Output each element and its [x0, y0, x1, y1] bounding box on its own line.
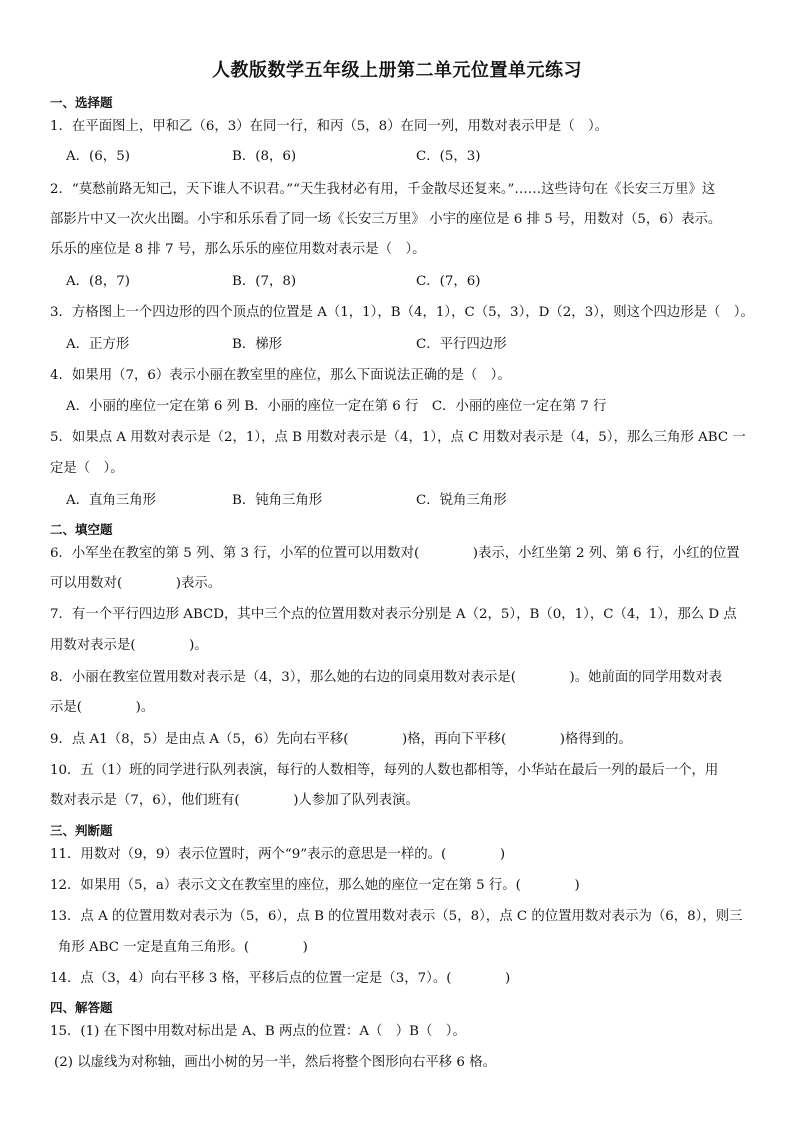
section-heading-solve: 四、解答题 [50, 1000, 113, 1015]
section-heading-fill: 二、填空题 [50, 522, 113, 537]
q2-option-c: C．(7，6) [416, 274, 481, 289]
question-15-part-2: (2) 以虚线为对称轴，画出小树的另一半，然后将整个图形向右平移 6 格。 [54, 1055, 496, 1070]
q3-option-c: C．平行四边形 [416, 337, 507, 352]
question-2-line-1: 2．“莫愁前路无知己，天下谁人不识君。”“天生我材必有用，千金散尽还复来。”……这些诗句在《长安三万里》这 [50, 182, 716, 197]
question-10-line-2: 数对表示是（7，6），他们班有( )人参加了队列表演。 [50, 793, 419, 808]
q1-option-c: C．(5，3) [416, 149, 481, 164]
question-15-part-1: 15．(1) 在下图中用数对标出是 A、B 两点的位置：A（ ）B（ ）。 [50, 1024, 466, 1039]
question-13-line-2: 角形 ABC 一定是直角三角形。( ) [58, 940, 308, 955]
q1-option-b: B．(8，6) [232, 149, 297, 164]
question-10-line-1: 10．五（1）班的同学进行队列表演，每行的人数相等，每列的人数也都相等，小华站在最后一列的最后一个，用 [50, 763, 719, 778]
question-7-line-1: 7．有一个平行四边形 ABCD，其中三个点的位置用数对表示分别是 A（2，5），B（0，1），C（4，1），那么 D 点 [50, 607, 737, 622]
q2-option-a: A．(8，7) [66, 274, 130, 289]
section-heading-choice: 一、选择题 [50, 95, 113, 110]
question-3: 3．方格图上一个四边形的四个顶点的位置是 A（1，1），B（4，1），C（5，3），D（2，3），则这个四边形是（ ）。 [50, 305, 754, 320]
q5-option-a: A．直角三角形 [66, 493, 157, 508]
question-13-line-1: 13．点 A 的位置用数对表示为（5，6），点 B 的位置用数对表示（5，8），点 C 的位置用数对表示为（6，8），则三 [50, 909, 743, 924]
page-title: 人教版数学五年级上册第二单元位置单元练习 [212, 60, 582, 81]
question-2-line-3: 乐乐的座位是 8 排 7 号，那么乐乐的座位用数对表示是（ ）。 [50, 242, 426, 257]
question-14: 14．点（3，4）向右平移 3 格，平移后点的位置一定是（3，7）。( ) [50, 971, 511, 986]
q3-option-b: B．梯形 [232, 337, 283, 352]
question-8-line-2: 示是( )。 [50, 700, 155, 715]
question-5-line-1: 5．如果点 A 用数对表示是（2，1），点 B 用数对表示是（4，1），点 C 用数对表示是（4，5），那么三角形 ABC 一 [50, 430, 746, 445]
question-8-line-1: 8．小丽在教室位置用数对表示是（4，3），那么她的右边的同桌用数对表示是( )。她前面的同学用数对表 [50, 670, 723, 685]
q3-option-a: A．正方形 [66, 337, 130, 352]
question-4: 4．如果用（7，6）表示小丽在教室里的座位，那么下面说法正确的是（ ）。 [50, 368, 511, 383]
q4-options: A．小丽的座位一定在第 6 列 B．小丽的座位一定在第 6 行 C．小丽的座位一定在第 7 行 [66, 399, 607, 414]
question-9: 9．点 A1（8，5）是由点 A（5，6）先向右平移( )格，再向下平移( )格得到的。 [50, 732, 632, 747]
question-2-line-2: 部影片中又一次火出圈。小宇和乐乐看了同一场《长安三万里》 小宇的座位是 6 排 5 号，用数对（5，6）表示。 [50, 212, 722, 227]
question-1: 1．在平面图上，甲和乙（6，3）在同一行，和丙（5，8）在同一列，用数对表示甲是（ ）。 [50, 119, 609, 134]
q5-option-c: C．锐角三角形 [416, 493, 507, 508]
question-5-line-2: 定是（ ）。 [50, 461, 124, 476]
q2-option-b: B．(7，8) [232, 274, 297, 289]
question-6-line-1: 6．小军坐在教室的第 5 列、第 3 行，小军的位置可以用数对( )表示，小红坐第 2 列、第 6 行，小红的位置 [50, 546, 740, 561]
question-6-line-2: 可以用数对( )表示。 [50, 576, 222, 591]
question-7-line-2: 用数对表示是( )。 [50, 638, 208, 653]
question-12: 12．如果用（5，a）表示文文在教室里的座位，那么她的座位一定在第 5 行。( ) [50, 878, 580, 893]
section-heading-judge: 三、判断题 [50, 823, 113, 838]
q1-option-a: A．(6，5) [66, 149, 130, 164]
q5-option-b: B．钝角三角形 [232, 493, 323, 508]
question-11: 11．用数对（9，9）表示位置时，两个“9”表示的意思是一样的。( ) [50, 847, 506, 862]
